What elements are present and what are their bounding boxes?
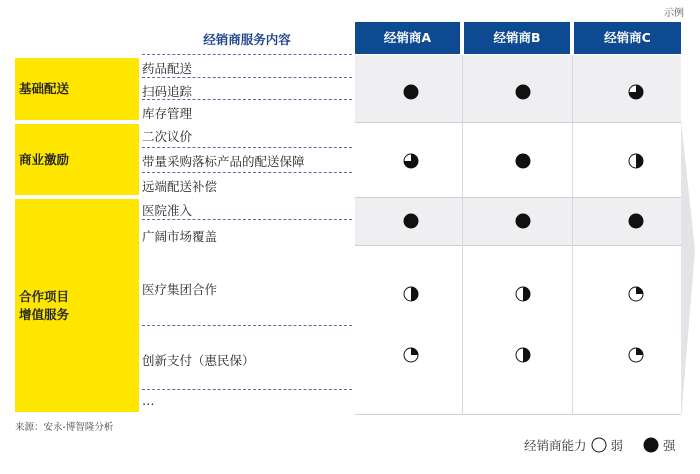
- row-separator: [142, 54, 352, 55]
- rating-dot: [515, 84, 531, 100]
- legend-strong-label: 强: [663, 438, 676, 453]
- legend-label: 经销商能力: [524, 438, 587, 453]
- category-cooperation-value-added: 合作项目 增值服务: [15, 199, 139, 412]
- item-innovative-payment: 创新支付（惠民保）: [142, 353, 255, 368]
- item-code-tracking: 扫码追踪: [142, 84, 193, 99]
- rating-dot: [403, 347, 419, 363]
- item-hospital-access: 医院准入: [142, 203, 193, 218]
- service-content-header: 经销商服务内容: [203, 32, 291, 47]
- rating-dot: [403, 153, 419, 169]
- row-separator: [142, 389, 352, 390]
- example-label: 示例: [664, 8, 684, 19]
- rating-dot: [515, 286, 531, 302]
- legend: [524, 436, 676, 454]
- column-divider: [462, 55, 463, 415]
- side-arrow-shape: [681, 120, 695, 420]
- item-medical-group-cooperation: 医疗集团合作: [142, 282, 218, 297]
- legend-strong-dot: [643, 437, 659, 453]
- row-separator: [142, 172, 352, 173]
- rating-dot: [628, 84, 644, 100]
- item-broad-market-coverage: 广阔市场覆盖: [142, 229, 218, 244]
- item-inventory-management: 库存管理: [142, 106, 193, 121]
- rating-dot: [628, 213, 644, 229]
- item-more: …: [142, 393, 155, 408]
- row-separator: [142, 99, 352, 100]
- dealer-b-header: 经销商B: [464, 22, 570, 54]
- dealer-a-header: 经销商A: [355, 22, 460, 54]
- row-separator: [142, 77, 352, 78]
- rating-dot: [628, 153, 644, 169]
- band-value-added: [355, 245, 681, 415]
- source-note: 来源：安永-博智隆分析: [15, 422, 114, 433]
- grid-divider: [355, 245, 681, 246]
- item-vbp-delivery-guarantee: 带量采购落标产品的配送保障: [142, 154, 305, 169]
- rating-dot: [515, 153, 531, 169]
- row-separator: [142, 325, 352, 326]
- column-divider: [572, 55, 573, 415]
- grid-divider: [355, 197, 681, 198]
- rating-dot: [515, 213, 531, 229]
- row-separator: [142, 147, 352, 148]
- legend-weak-dot: [591, 437, 607, 453]
- rating-dot: [628, 286, 644, 302]
- rating-dot: [515, 347, 531, 363]
- dealer-c-header: 经销商C: [574, 22, 681, 54]
- item-remote-delivery-compensation: 远端配送补偿: [142, 179, 218, 194]
- rating-dot: [403, 286, 419, 302]
- legend-weak-label: 弱: [610, 438, 624, 453]
- rating-dot: [403, 213, 419, 229]
- row-separator: [142, 219, 352, 220]
- rating-dot: [628, 347, 644, 363]
- rating-dot: [403, 84, 419, 100]
- category-commercial-incentive: 商业激励: [15, 124, 139, 195]
- item-drug-delivery: 药品配送: [142, 61, 193, 76]
- grid-divider: [355, 122, 681, 123]
- item-secondary-negotiation: 二次议价: [142, 129, 193, 144]
- grid-divider: [355, 414, 681, 415]
- category-basic-delivery: 基础配送: [15, 58, 139, 120]
